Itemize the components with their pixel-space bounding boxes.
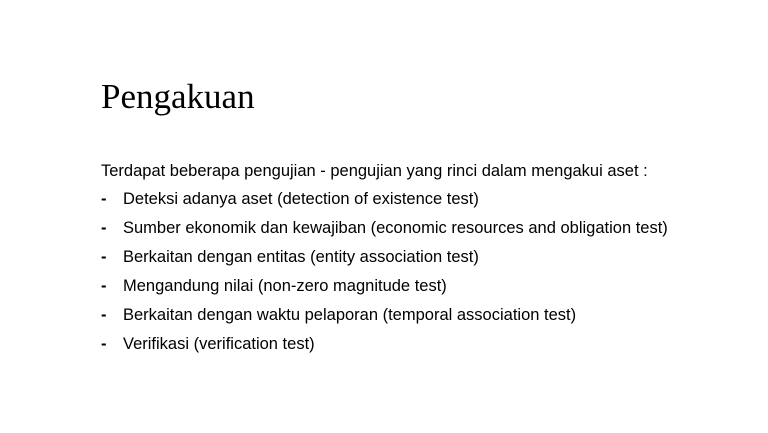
bullet-item xyxy=(101,189,681,210)
bullet-text: Berkaitan dengan waktu pelaporan (temporal association test) xyxy=(123,306,577,324)
dash-bullet-icon: - xyxy=(101,190,107,208)
dash-bullet-icon: - xyxy=(101,306,107,324)
bullet-list xyxy=(101,189,681,355)
bullet-text: Sumber ekonomik dan kewajiban (economic resources and obligation test) xyxy=(123,219,668,237)
dash-bullet-icon: - xyxy=(101,219,107,237)
slide-title: Pengakuan xyxy=(101,77,255,116)
bullet-item xyxy=(101,334,681,355)
dash-bullet-icon: - xyxy=(101,335,107,353)
bullet-item xyxy=(101,218,681,239)
intro-text: Terdapat beberapa pengujian - pengujian yang rinci dalam mengakui aset : xyxy=(101,162,648,180)
bullet-text: Mengandung nilai (non-zero magnitude test) xyxy=(123,277,447,295)
bullet-item xyxy=(101,276,681,297)
bullet-text: Deteksi adanya aset (detection of existence test) xyxy=(123,190,479,208)
dash-bullet-icon: - xyxy=(101,277,107,295)
bullet-text: Verifikasi (verification test) xyxy=(123,335,315,353)
bullet-item xyxy=(101,247,681,268)
dash-bullet-icon: - xyxy=(101,248,107,266)
slide-content xyxy=(101,161,681,363)
bullet-item xyxy=(101,305,681,326)
bullet-text: Berkaitan dengan entitas (entity association test) xyxy=(123,248,479,266)
